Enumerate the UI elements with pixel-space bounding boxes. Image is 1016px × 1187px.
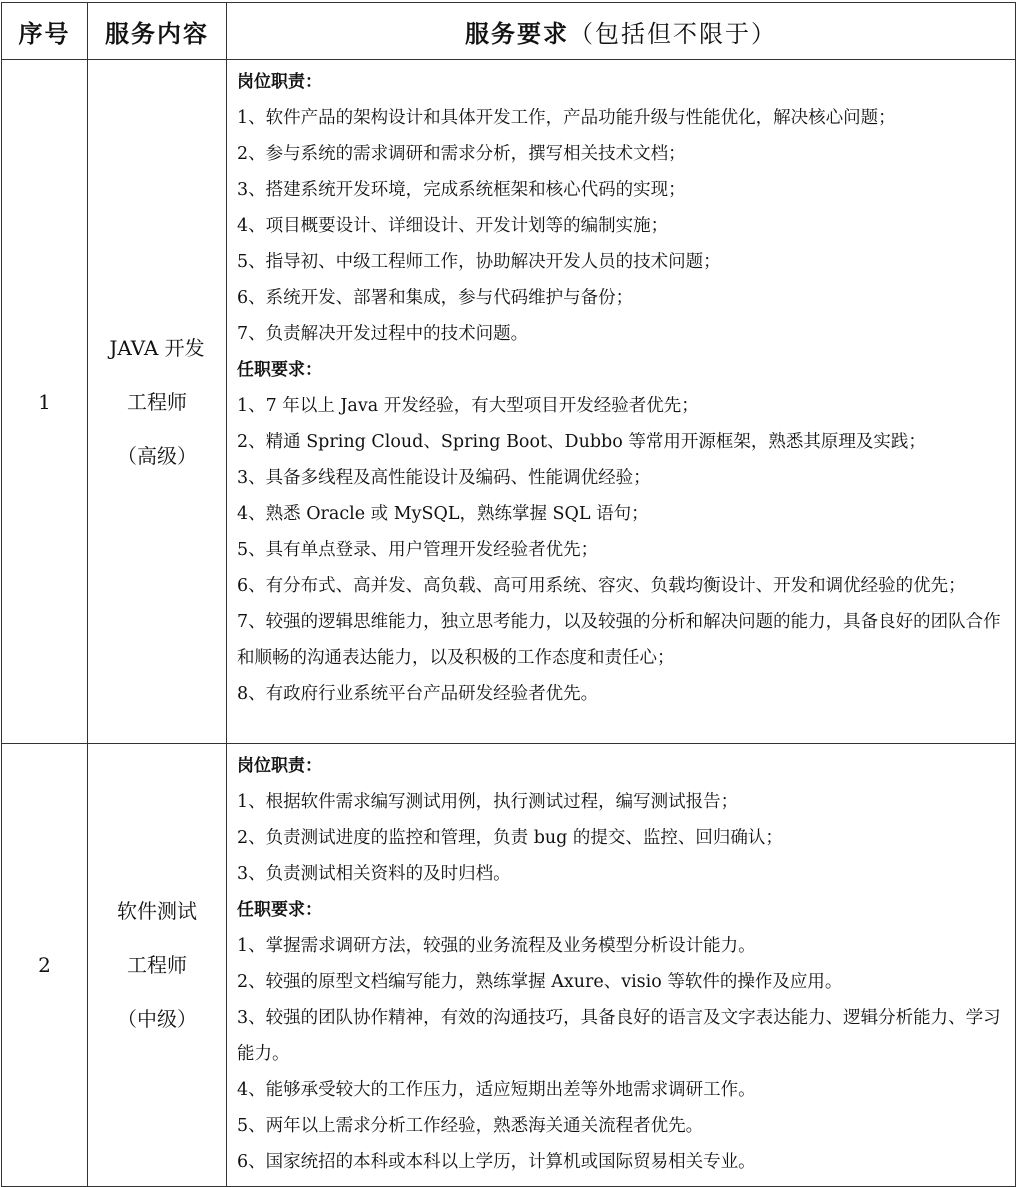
table-row [2, 744, 1016, 1187]
duty-item: 7、负责解决开发过程中的技术问题。 [237, 324, 529, 344]
row-seq: 1 [2, 60, 88, 744]
duties-title: 岗位职责： [237, 72, 322, 92]
qual-item: 3、具备多线程及高性能设计及编码、性能调优经验； [237, 468, 651, 488]
qual-item: 4、能够承受较大的工作压力，适应短期出差等外地需求调研工作。 [237, 1080, 756, 1100]
row-seq: 2 [2, 744, 88, 1187]
duty-item: 2、参与系统的需求调研和需求分析，撰写相关技术文档； [237, 144, 686, 164]
duties-title: 岗位职责： [237, 756, 322, 776]
service-line: JAVA 开发 [109, 335, 205, 360]
qual-title: 任职要求： [237, 360, 322, 380]
qual-item: 3、较强的团队协作精神，有效的沟通技巧，具备良好的语言及文字表达能力、逻辑分析能力、学习能力。 [237, 1008, 1001, 1064]
service-line: （高级） [117, 443, 197, 468]
service-line: 软件测试 [117, 899, 197, 923]
row-requirements [227, 60, 1016, 744]
service-line: 工程师 [127, 953, 187, 977]
duty-item: 6、系统开发、部署和集成，参与代码维护与备份； [237, 288, 634, 308]
qual-item: 5、两年以上需求分析工作经验，熟悉海关通关流程者优先。 [237, 1116, 704, 1136]
duty-item: 1、软件产品的架构设计和具体开发工作，产品功能升级与性能优化，解决核心问题； [237, 108, 896, 128]
table-row [2, 60, 1016, 744]
qual-item: 5、具有单点登录、用户管理开发经验者优先； [237, 540, 599, 560]
qual-item: 2、较强的原型文档编写能力，熟练掌握 Axure、visio 等软件的操作及应用。 [237, 972, 843, 992]
duty-item: 4、项目概要设计、详细设计、开发计划等的编制实施； [237, 216, 669, 236]
duty-item: 5、指导初、中级工程师工作，协助解决开发人员的技术问题； [237, 252, 721, 272]
row-requirements [227, 744, 1016, 1187]
service-line: （中级） [117, 1007, 197, 1031]
qual-item: 6、有分布式、高并发、高负载、高可用系统、容灾、负载均衡设计、开发和调优经验的优先； [237, 576, 966, 596]
service-requirements-table [1, 2, 1016, 1187]
row-service [88, 60, 227, 744]
qual-item: 8、有政府行业系统平台产品研发经验者优先。 [237, 684, 599, 704]
duty-item: 3、负责测试相关资料的及时归档。 [237, 864, 511, 884]
qual-title: 任职要求： [237, 900, 322, 920]
qual-item: 4、熟悉 Oracle 或 MySQL，熟练掌握 SQL 语句； [237, 504, 649, 524]
qual-item: 2、精通 Spring Cloud、Spring Boot、Dubbo 等常用开源框架，熟悉其原理及实践； [237, 432, 926, 452]
header-requirement-note: （包括但不限于） [569, 19, 777, 48]
duty-item: 2、负责测试进度的监控和管理，负责 bug 的提交、监控、回归确认； [237, 828, 783, 848]
qual-item: 1、7 年以上 Java 开发经验，有大型项目开发经验者优先； [237, 396, 699, 416]
qual-item: 6、国家统招的本科或本科以上学历，计算机或国际贸易相关专业。 [237, 1152, 756, 1172]
table-header-row [2, 3, 1016, 60]
qual-item: 7、较强的逻辑思维能力，独立思考能力，以及较强的分析和解决问题的能力，具备良好的团队合作和顺畅的沟通表达能力，以及积极的工作态度和责任心； [237, 612, 1001, 668]
header-requirement-label: 服务要求 [465, 19, 569, 48]
service-line: 工程师 [127, 389, 187, 414]
header-requirement [227, 3, 1016, 60]
duty-item: 1、根据软件需求编写测试用例，执行测试过程，编写测试报告； [237, 792, 739, 812]
qual-item: 1、掌握需求调研方法，较强的业务流程及业务模型分析设计能力。 [237, 936, 756, 956]
header-service: 服务内容 [88, 3, 227, 60]
duty-item: 3、搭建系统开发环境，完成系统框架和核心代码的实现； [237, 180, 686, 200]
row-service [88, 744, 227, 1187]
header-seq: 序号 [2, 3, 88, 60]
